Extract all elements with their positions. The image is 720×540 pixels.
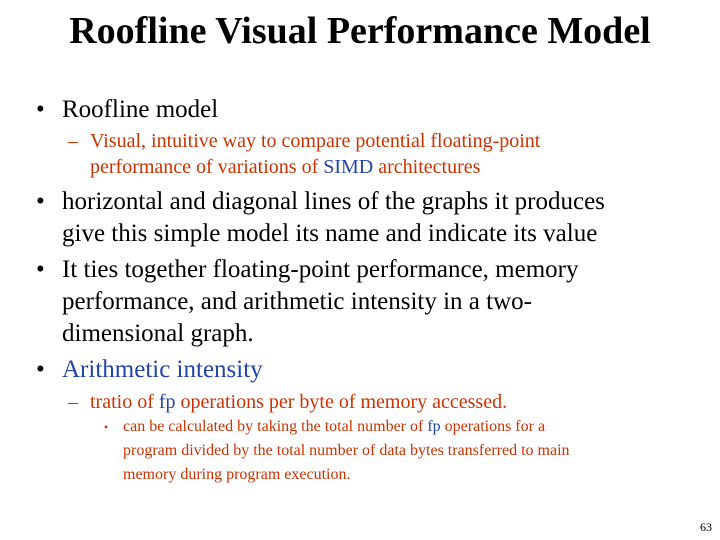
sub-sub-line-1	[123, 415, 570, 439]
sub-sub-line-2: program divided by the total number of data bytes transferred to main	[123, 442, 570, 459]
bullet-line-2: performance, and arithmetic intensity in a two-	[62, 288, 532, 315]
text-run: performance of variations of	[90, 156, 324, 178]
text-run: architectures	[373, 156, 481, 178]
bullet-marker: •	[104, 420, 109, 434]
bullet-marker: •	[36, 256, 45, 283]
sub-bullet-line-2	[90, 154, 540, 180]
fp-term: fp	[158, 391, 176, 413]
simd-term: SIMD	[323, 156, 374, 178]
slide-title: Roofline Visual Performance Model	[69, 10, 651, 52]
text-run: tratio of	[90, 391, 159, 413]
bullet-line-1: horizontal and diagonal lines of the graphs it produces	[62, 188, 605, 215]
text-run: operations per byte of memory accessed.	[175, 391, 508, 413]
bullet-text: Roofline model	[62, 96, 219, 123]
text-run: can be calculated by taking the total number of	[123, 418, 428, 435]
sub-sub-line-3: memory during program execution.	[123, 466, 351, 483]
page-number: 63	[700, 520, 712, 534]
bullet-marker: •	[36, 356, 45, 383]
bullet-line-1: It ties together floating-point performance, memory	[62, 256, 579, 283]
bullet-marker: •	[36, 188, 45, 215]
dash-marker: –	[68, 130, 78, 152]
dash-marker: –	[68, 391, 78, 413]
bullet-marker: •	[36, 96, 45, 123]
sub-bullet-line-1: Visual, intuitive way to compare potential floating-point	[90, 130, 541, 152]
bullet-text: Arithmetic intensity	[62, 356, 263, 383]
bullet-line-3: dimensional graph.	[62, 320, 254, 347]
fp-term: fp	[427, 418, 441, 435]
text-run: operations for a	[440, 418, 546, 435]
bullet-line-2: give this simple model its name and indicate its value	[62, 220, 598, 247]
